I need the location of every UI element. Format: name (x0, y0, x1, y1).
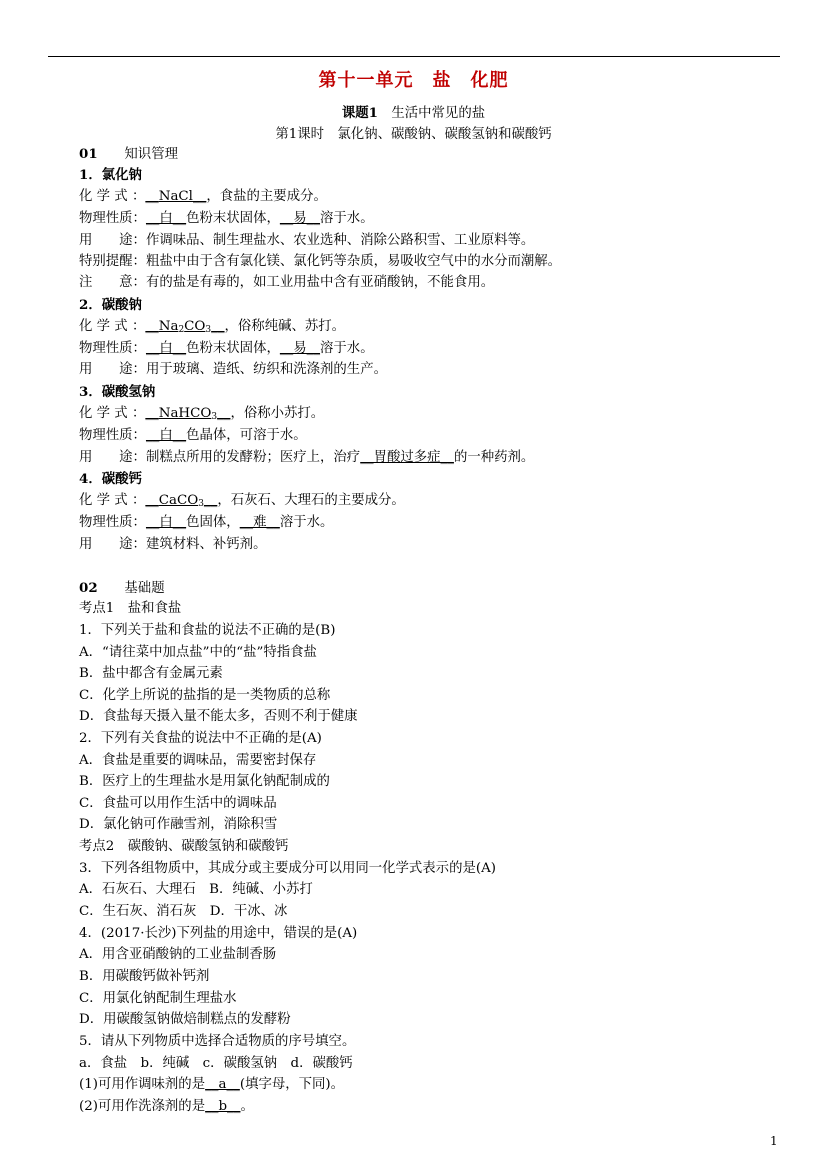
formula-line (79, 492, 405, 510)
item-heading: 2．碳酸钠 (79, 297, 142, 313)
answer-blank: __易__ (279, 341, 321, 356)
option: B．用碳酸钙做补钙剂 (79, 969, 210, 984)
answer-blank: __胃酸过多症__ (360, 450, 454, 465)
formula-line (79, 405, 324, 423)
section-label: 知识管理 (124, 147, 178, 162)
formula-answer: __NaHCO$_3$__ (145, 406, 231, 422)
field-label: 化 学 式 ： (79, 319, 146, 334)
item-heading: 4．碳酸钙 (79, 471, 142, 487)
option: C．生石灰、消石灰 D．干冰、冰 (79, 904, 288, 919)
formula-desc: ，石灰石、大理石的主要成分。 (217, 493, 405, 508)
formula-line (79, 188, 327, 206)
option: A．石灰石、大理石 B．纯碱、小苏打 (79, 882, 313, 897)
fill-line: (2)可用作洗涤剂的是__b__。 (79, 1099, 254, 1114)
option: A．用含亚硝酸钠的工业盐制香肠 (79, 947, 277, 962)
property-line: 物理性质：__白__色粉末状固体，__易__溶于水。 (79, 341, 374, 356)
note-line: 注 意：有的盐是有毒的，如工业用盐中含有亚硝酸钠，不能食用。 (79, 275, 495, 290)
header-rule (48, 56, 780, 57)
lesson-number: 课题1 (341, 105, 378, 121)
answer-blank: __a__ (205, 1077, 240, 1092)
item-heading: 1．氯化钠 (79, 167, 142, 183)
formula-answer: $\_\_Na_2CO_3\_\_$ (145, 319, 225, 335)
formula-desc: ，俗称小苏打。 (230, 406, 325, 421)
option: C．化学上所说的盐指的是一类物质的总称 (79, 688, 331, 703)
answer-blank: __白__ (145, 515, 187, 530)
property-line: 物理性质：__白__色粉末状固体，__易__溶于水。 (79, 211, 374, 226)
page-number: 1 (770, 1134, 778, 1148)
formula-desc: ，俗称纯碱、苏打。 (224, 319, 346, 334)
topic-heading: 考点2 碳酸钠、碳酸氢钠和碳酸钙 (79, 839, 289, 854)
section-heading (79, 145, 178, 164)
use-line: 用 途：建筑材料、补钙剂。 (79, 537, 267, 552)
option: A．食盐是重要的调味品，需要密封保存 (79, 753, 317, 768)
field-label: 物理性质： (79, 341, 146, 356)
lesson-name: 生活中常见的盐 (391, 106, 486, 121)
answer-blank: __难__ (239, 515, 280, 530)
formula-answer: __CaCO$_3$__ (145, 493, 218, 509)
section-number: 01 (79, 146, 98, 162)
option: C．用氯化钠配制生理盐水 (79, 991, 237, 1006)
option: D．食盐每天摄入量不能太多，否则不利于健康 (79, 709, 358, 724)
question-stem: 4．(2017·长沙)下列盐的用途中，错误的是(A) (79, 926, 358, 941)
answer-blank: __白__ (145, 428, 187, 443)
answer-blank: __白__ (145, 341, 187, 356)
item-heading: 3．碳酸氢钠 (79, 384, 156, 400)
use-line: 用 途：制糕点所用的发酵粉；医疗上，治疗__胃酸过多症__的一种药剂。 (79, 450, 535, 465)
formula-line (79, 318, 345, 336)
field-label: 物理性质： (79, 515, 146, 530)
answer-blank: __b__ (205, 1099, 241, 1114)
choice-list: a．食盐 b．纯碱 c．碳酸氢钠 d．碳酸钙 (79, 1056, 353, 1071)
section-heading (79, 579, 165, 598)
field-label: 化 学 式 ： (79, 406, 146, 421)
option: B．医疗上的生理盐水是用氯化钠配制成的 (79, 774, 330, 789)
field-label: 物理性质： (79, 211, 146, 226)
topic-heading: 考点1 盐和食盐 (79, 601, 182, 616)
question-stem: 3．下列各组物质中，其成分或主要成分可以用同一化学式表示的是(A) (79, 861, 496, 876)
fill-line: (1)可用作调味剂的是__a__(填字母，下同)。 (79, 1077, 345, 1092)
question-stem: 2．下列有关食盐的说法中不正确的是(A) (79, 731, 322, 746)
answer-blank: __易__ (279, 211, 321, 226)
field-label: 化 学 式 ： (79, 493, 146, 508)
formula-desc: ，食盐的主要成分。 (206, 189, 327, 204)
property-line: 物理性质：__白__色晶体，可溶于水。 (79, 428, 307, 443)
lesson-title (0, 102, 827, 121)
question-stem: 5．请从下列物质中选择合适物质的序号填空。 (79, 1034, 356, 1049)
field-label: 物理性质： (79, 428, 146, 443)
use-line: 用 途：作调味品、制生理盐水、农业选种、消除公路积雪、工业原料等。 (79, 233, 535, 248)
option: A．“请往菜中加点盐”中的“盐”特指食盐 (79, 645, 317, 660)
field-label: 化 学 式 ： (79, 189, 146, 204)
option: D．氯化钠可作融雪剂，消除积雪 (79, 817, 278, 832)
tip-line: 特别提醒：粗盐中由于含有氯化镁、氯化钙等杂质，易吸收空气中的水分而潮解。 (79, 254, 562, 269)
period-title: 第1课时 氯化钠、碳酸钠、碳酸氢钠和碳酸钙 (275, 127, 552, 142)
answer-blank: __白__ (145, 211, 187, 226)
unit-title: 第十一单元 盐 化肥 (318, 70, 509, 91)
option: B．盐中都含有金属元素 (79, 666, 223, 681)
formula-answer: __NaCl__ (145, 189, 207, 204)
section-label: 基础题 (124, 581, 165, 596)
section-number: 02 (79, 580, 98, 596)
property-line: 物理性质：__白__色固体，__难__溶于水。 (79, 515, 334, 530)
option: D．用碳酸氢钠做焙制糕点的发酵粉 (79, 1012, 291, 1027)
option: C．食盐可以用作生活中的调味品 (79, 796, 277, 811)
question-stem: 1．下列关于盐和食盐的说法不正确的是(B) (79, 623, 336, 638)
use-line: 用 途：用于玻璃、造纸、纺织和洗涤剂的生产。 (79, 362, 387, 377)
